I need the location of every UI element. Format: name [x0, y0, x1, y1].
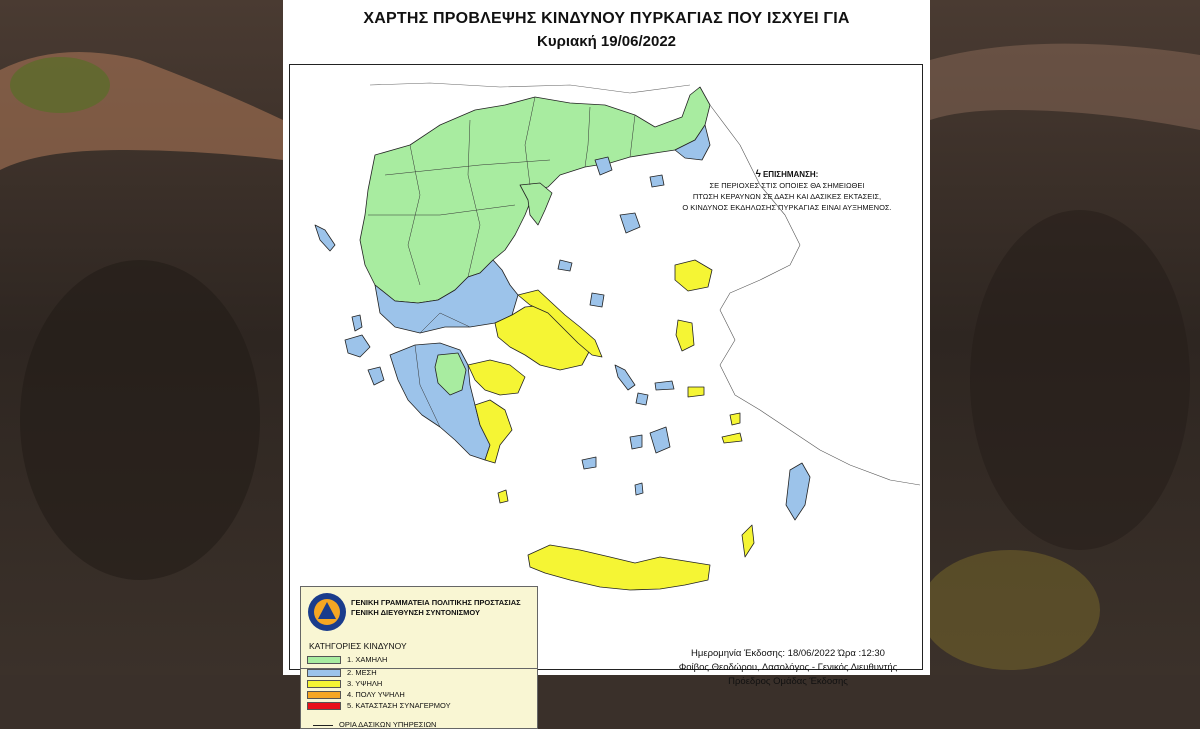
legend-swatch: [307, 680, 341, 688]
island-kos: [722, 433, 742, 443]
island-andros: [615, 365, 635, 390]
issue-date: Ημερομηνία Έκδοσης: 18/06/2022 Ώρα :12:30: [691, 648, 885, 659]
island-lesvos: [675, 260, 712, 291]
legend-box-lower: 2. ΜΕΣΗ 3. ΥΨΗΛΗ 4. ΠΟΛΥ ΥΨΗΛΗ 5. ΚΑΤΑΣΤΑΣΗ ΣΥΝΑΓΕΡΜΟΥ ΟΡΙΑ ΔΑΣΙΚΩΝ ΥΠΗΡΕΣΙΩΝ: [300, 669, 538, 729]
island-kalymnos: [730, 413, 740, 425]
island-karpathos: [742, 525, 754, 557]
notice-title: ΕΠΙΣΗΜΑΝΣΗ:: [762, 170, 819, 179]
lightning-icon: ϟ: [755, 169, 761, 180]
island-naxos: [650, 427, 670, 453]
island-chios: [676, 320, 694, 351]
legend-box: ΓΕΝΙΚΗ ΓΡΑΜΜΑΤΕΙΑ ΠΟΛΙΤΙΚΗΣ ΠΡΟΣΤΑΣΙΑΣ ΓΕΝΙΚΗ ΔΙΕΥΘΥΝΣΗ ΣΥΝΤΟΝΙΣΜΟΥ ΚΑΤΗΓΟΡΙΕΣ ΚΙΝΔΥΝΟΥ 1. ΧΑΜΗΛΗ: [300, 586, 538, 669]
bulgaria-border: [370, 83, 690, 93]
map-date: Κυριακή 19/06/2022: [537, 33, 676, 50]
island-zakynthos: [368, 367, 384, 385]
legend-boundary: ΟΡΙΑ ΔΑΣΙΚΩΝ ΥΠΗΡΕΣΙΩΝ: [313, 720, 436, 729]
civil-protection-logo: [307, 592, 347, 632]
legend-swatch: [307, 702, 341, 710]
issue-author: Φοίβος Θεοδώρου, Δασολόγος - Γενικός Διευθυντής: [678, 662, 898, 673]
greece-map: [290, 65, 922, 669]
legend-swatch: [307, 669, 341, 677]
boundary-line-icon: [313, 725, 333, 726]
island-limnos: [620, 213, 640, 233]
island-samos: [688, 387, 704, 397]
legend-title: ΚΑΤΗΓΟΡΙΕΣ ΚΙΝΔΥΝΟΥ: [309, 641, 407, 651]
island-milos: [582, 457, 596, 469]
region-argolida: [468, 360, 525, 395]
island-crete: [528, 545, 710, 590]
island-paros: [630, 435, 642, 449]
island-kefalonia: [345, 335, 370, 357]
map-title: ΧΑΡΤΗΣ ΠΡΟΒΛΕΨΗΣ ΚΙΝΔΥΝΟΥ ΠΥΡΚΑΓΙΑΣ ΠΟΥ ΙΣΧΥΕΙ ΓΙΑ: [363, 10, 850, 27]
legend-swatch: [307, 656, 341, 664]
issue-role: Πρόεδρος Ομάδας Έκδοσης: [728, 676, 848, 687]
map-frame: [289, 64, 923, 729]
organization-name: ΓΕΝΙΚΗ ΓΡΑΜΜΑΤΕΙΑ ΠΟΛΙΤΙΚΗΣ ΠΡΟΣΤΑΣΙΑΣ ΓΕΝΙΚΗ ΔΙΕΥΘΥΝΣΗ ΣΥΝΤΟΝΙΣΜΟΥ: [351, 598, 521, 617]
notice-line: Ο ΚΙΝΔΥΝΟΣ ΕΚΔΗΛΩΣΗΣ ΠΥΡΚΑΓΙΑΣ ΕΙΝΑΙ ΑΥΞΗΜΕΝΟΣ.: [682, 203, 892, 212]
island-lefkada: [352, 315, 362, 331]
turkey-coastline: [710, 105, 920, 485]
island-santorini: [635, 483, 643, 495]
island-sporades: [558, 260, 572, 271]
notice-line: ΣΕ ΠΕΡΙΟΧΕΣ ΣΤΙΣ ΟΠΟΙΕΣ ΘΑ ΣΗΜΕΙΩΘΕΙ: [709, 181, 865, 190]
fire-risk-document: [283, 0, 930, 729]
island-rhodes: [786, 463, 810, 520]
island-corfu: [315, 225, 335, 251]
legend-swatch: [307, 691, 341, 699]
notice-line: ΠΤΩΣΗ ΚΕΡΑΥΝΩΝ ΣΕ ΔΑΣΗ ΚΑΙ ΔΑΣΙΚΕΣ ΕΚΤΑΣΕΙΣ,: [692, 192, 882, 201]
notice-box: [648, 169, 926, 213]
island-ikaria: [655, 381, 674, 390]
region-kythira: [498, 490, 508, 503]
island-skyros: [590, 293, 604, 307]
issue-info: [648, 647, 928, 689]
island-tinos: [636, 393, 648, 405]
